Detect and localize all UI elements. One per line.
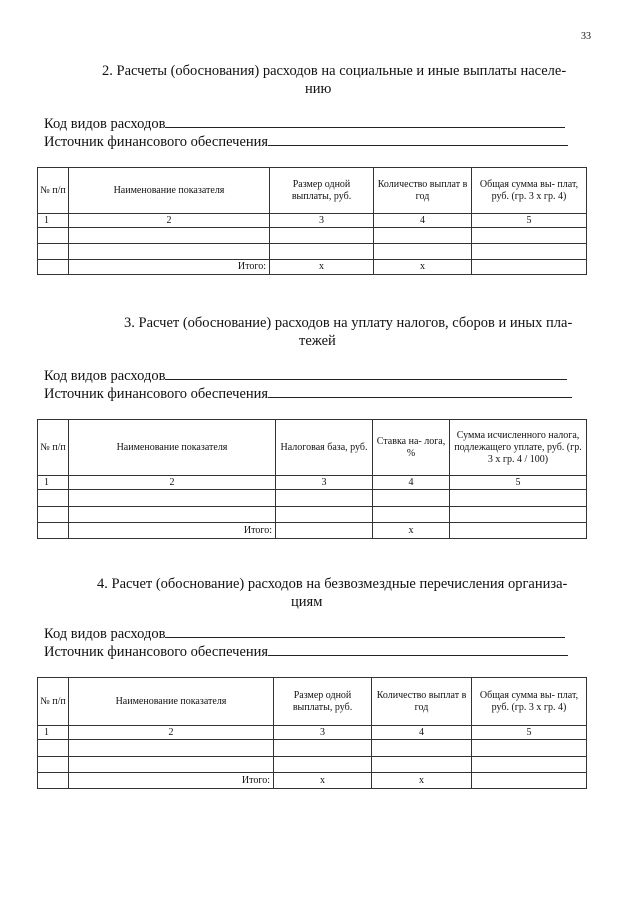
- header-cell: Количество выплат в год: [374, 168, 472, 214]
- numbering-cell: 2: [69, 476, 276, 490]
- total-cell: [276, 523, 373, 539]
- expense-code-label: Код видов расходов: [44, 626, 166, 642]
- total-cell: [38, 773, 69, 789]
- numbering-cell: 4: [372, 726, 472, 740]
- expense-code-field: [44, 367, 567, 385]
- header-cell: Налоговая база, руб.: [276, 420, 373, 476]
- header-cell: № п/п: [38, 678, 69, 726]
- total-cell: х: [374, 260, 472, 275]
- section-title-continuation: тежей: [299, 333, 336, 349]
- table-numbering-row: [38, 726, 587, 740]
- section-title-continuation: циям: [291, 594, 323, 610]
- numbering-cell: 2: [69, 214, 270, 228]
- numbering-cell: 3: [270, 214, 374, 228]
- total-label: Итого:: [69, 773, 274, 789]
- header-cell: Ставка на- лога, %: [373, 420, 450, 476]
- empty-cell[interactable]: [69, 740, 274, 757]
- empty-cell[interactable]: [372, 740, 472, 757]
- funding-source-line[interactable]: [268, 133, 568, 146]
- table-numbering-row: [38, 476, 587, 490]
- numbering-cell: 4: [373, 476, 450, 490]
- numbering-cell: 3: [274, 726, 372, 740]
- numbering-cell: 5: [472, 214, 587, 228]
- funding-source-label: Источник финансового обеспечения: [44, 134, 269, 150]
- table-total-row: [38, 260, 587, 275]
- funding-source-line[interactable]: [268, 385, 572, 398]
- empty-cell[interactable]: [270, 244, 374, 260]
- expense-code-line[interactable]: [165, 625, 565, 638]
- empty-cell[interactable]: [472, 244, 587, 260]
- table-row: [38, 228, 587, 244]
- empty-cell[interactable]: [472, 228, 587, 244]
- expense-code-label: Код видов расходов: [44, 368, 166, 384]
- numbering-cell: 5: [450, 476, 587, 490]
- table-row: [38, 507, 587, 523]
- header-cell: Общая сумма вы- плат, руб. (гр. 3 х гр. 4): [472, 168, 587, 214]
- empty-cell[interactable]: [372, 757, 472, 773]
- empty-cell[interactable]: [373, 507, 450, 523]
- empty-cell[interactable]: [69, 757, 274, 773]
- empty-cell[interactable]: [38, 740, 69, 757]
- numbering-cell: 1: [38, 726, 69, 740]
- total-cell: [472, 260, 587, 275]
- numbering-cell: 5: [472, 726, 587, 740]
- total-cell: х: [373, 523, 450, 539]
- expense-code-line[interactable]: [165, 367, 567, 380]
- expense-code-field: [44, 625, 565, 643]
- funding-source-field: [44, 643, 568, 661]
- total-cell: х: [372, 773, 472, 789]
- total-cell: [472, 773, 587, 789]
- empty-cell[interactable]: [274, 740, 372, 757]
- empty-cell[interactable]: [69, 490, 276, 507]
- empty-cell[interactable]: [374, 244, 472, 260]
- header-cell: Размер одной выплаты, руб.: [270, 168, 374, 214]
- page-number: 33: [581, 31, 591, 42]
- header-cell: Наименование показателя: [69, 678, 274, 726]
- total-cell: [450, 523, 587, 539]
- funding-source-field: [44, 133, 568, 151]
- social-payments-table: [37, 167, 587, 275]
- empty-cell[interactable]: [373, 490, 450, 507]
- empty-cell[interactable]: [38, 507, 69, 523]
- numbering-cell: 1: [38, 476, 69, 490]
- empty-cell[interactable]: [38, 244, 69, 260]
- header-cell: Общая сумма вы- плат, руб. (гр. 3 х гр. 4): [472, 678, 587, 726]
- table-header-row: [38, 168, 587, 214]
- grants-table: [37, 677, 587, 789]
- empty-cell[interactable]: [69, 507, 276, 523]
- total-cell: х: [270, 260, 374, 275]
- section-title: 2. Расчеты (обоснования) расходов на социальные и иные выплаты населе-: [102, 63, 567, 79]
- table-total-row: [38, 523, 587, 539]
- numbering-cell: 2: [69, 726, 274, 740]
- table-row: [38, 757, 587, 773]
- section-title: 3. Расчет (обоснование) расходов на уплату налогов, сборов и иных пла-: [124, 315, 573, 331]
- numbering-cell: 3: [276, 476, 373, 490]
- empty-cell[interactable]: [38, 490, 69, 507]
- funding-source-field: [44, 385, 572, 403]
- empty-cell[interactable]: [472, 740, 587, 757]
- header-cell: Размер одной выплаты, руб.: [274, 678, 372, 726]
- empty-cell[interactable]: [276, 507, 373, 523]
- total-label: Итого:: [69, 260, 270, 275]
- expense-code-label: Код видов расходов: [44, 116, 166, 132]
- total-cell: [38, 523, 69, 539]
- header-cell: Наименование показателя: [69, 168, 270, 214]
- section-title: 4. Расчет (обоснование) расходов на безвозмездные перечисления организа-: [97, 576, 568, 592]
- empty-cell[interactable]: [270, 228, 374, 244]
- section-title-continuation: нию: [305, 81, 332, 97]
- expense-code-line[interactable]: [165, 115, 565, 128]
- funding-source-label: Источник финансового обеспечения: [44, 386, 269, 402]
- total-cell: х: [274, 773, 372, 789]
- total-label: Итого:: [69, 523, 276, 539]
- total-cell: [38, 260, 69, 275]
- empty-cell[interactable]: [450, 507, 587, 523]
- table-row: [38, 740, 587, 757]
- empty-cell[interactable]: [69, 244, 270, 260]
- taxes-table: [37, 419, 587, 539]
- funding-source-line[interactable]: [268, 643, 568, 656]
- table-header-row: [38, 678, 587, 726]
- header-cell: Количество выплат в год: [372, 678, 472, 726]
- table-numbering-row: [38, 214, 587, 228]
- header-cell: № п/п: [38, 168, 69, 214]
- numbering-cell: 4: [374, 214, 472, 228]
- table-header-row: [38, 420, 587, 476]
- empty-cell[interactable]: [274, 757, 372, 773]
- empty-cell[interactable]: [69, 228, 270, 244]
- header-cell: Наименование показателя: [69, 420, 276, 476]
- table-row: [38, 490, 587, 507]
- header-cell: № п/п: [38, 420, 69, 476]
- expense-code-field: [44, 115, 565, 133]
- empty-cell[interactable]: [472, 757, 587, 773]
- empty-cell[interactable]: [276, 490, 373, 507]
- table-row: [38, 244, 587, 260]
- funding-source-label: Источник финансового обеспечения: [44, 644, 269, 660]
- header-cell: Сумма исчисленного налога, подлежащего уплате, руб. (гр. 3 х гр. 4 / 100): [450, 420, 587, 476]
- numbering-cell: 1: [38, 214, 69, 228]
- empty-cell[interactable]: [38, 757, 69, 773]
- empty-cell[interactable]: [374, 228, 472, 244]
- empty-cell[interactable]: [450, 490, 587, 507]
- table-total-row: [38, 773, 587, 789]
- empty-cell[interactable]: [38, 228, 69, 244]
